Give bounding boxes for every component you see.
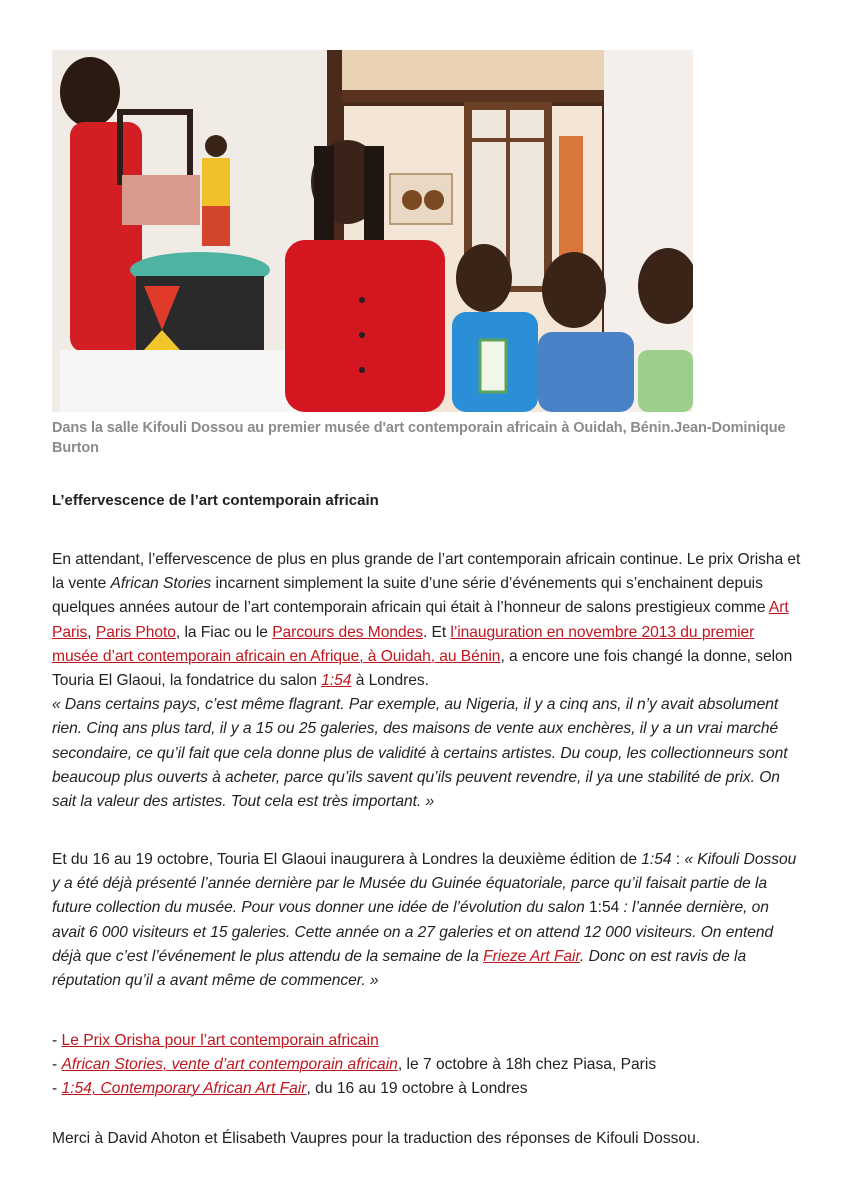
link-inauguration-musee-ouidah[interactable]: l’inauguration en novembre 2013 du premier musée d’art contemporain africain en Afrique, à Ouidah, au Bénin [52, 623, 755, 665]
acknowledgement: Merci à David Ahoton et Élisabeth Vaupres pour la traduction des réponses de Kifouli Dossou. [52, 1130, 701, 1147]
text-span: : [671, 851, 685, 868]
paragraph-1 [52, 548, 802, 814]
section-heading: L’effervescence de l’art contemporain africain [52, 492, 379, 509]
link-parcours-des-mondes[interactable]: Parcours des Mondes [272, 623, 423, 641]
link-art-paris[interactable]: Art Paris [52, 599, 789, 641]
related-links-list [52, 1029, 802, 1102]
paragraph-2 [52, 848, 802, 993]
quote-touria-el-glaoui: « Dans certains pays, c’est même flagrant. Par exemple, au Nigeria, il y a cinq ans, il n’y avait absolument rien. Cinq ans plus tard, il y a 15 ou 25 galeries, des maisons de vente aux enchères, il y a un vrai marché secondaire, ce qu’il fait que cela donne plus de validité à certains artistes. Du coup, les collectionneurs sont beaucoup plus ouverts à acheter, parce qu’ils savent qu’ils peuvent revendre, il ya une stabilité de prix. On sait la valeur des artistes. Tout cela est très important. » [52, 696, 788, 811]
photo-caption: Dans la salle Kifouli Dossou au premier musée d'art contemporain africain à Ouidah, Bénin.Jean-Dominique Burton [52, 420, 786, 456]
text-span: à Londres. [351, 672, 429, 690]
related-link-item [52, 1029, 802, 1053]
link-1-54[interactable]: 1:54 [321, 672, 352, 690]
quote-part-1: « Kifouli Dossou y a été déjà présenté l’année dernière par le Musée du Guinée équatoriale, parce qu’il faisait partie de la future collection du musée. Pour vous donner une idée de l’évolution du salon [52, 851, 797, 917]
text-span: , [87, 623, 96, 641]
related-link-item [52, 1077, 802, 1101]
link-1-54-art-fair[interactable]: 1:54, Contemporary African Art Fair [61, 1080, 307, 1098]
text-span: , a encore une fois changé la donne, selon Touria El Glaoui, la fondatrice du salon [52, 647, 793, 690]
link-suffix: , le 7 octobre à 18h chez Piasa, Paris [397, 1056, 657, 1074]
link-frieze-art-fair[interactable]: Frieze Art Fair [483, 947, 581, 965]
list-dash: - [52, 1032, 62, 1049]
quote-part-3: . Donc on est ravis de la réputation qu’il a avant même de commencer. » [52, 947, 747, 990]
text-span: , la Fiac ou le [175, 623, 273, 641]
article-photo [52, 50, 693, 412]
link-paris-photo[interactable]: Paris Photo [95, 623, 176, 641]
italic-title-african-stories: African Stories [110, 575, 212, 593]
italic-1-54: 1:54 [641, 851, 672, 868]
list-dash: - [52, 1080, 62, 1098]
link-prix-orisha[interactable]: Le Prix Orisha pour l’art contemporain africain [61, 1032, 379, 1049]
text-span: 1:54 [589, 899, 620, 917]
related-link-item [52, 1053, 802, 1077]
text-span: Et du 16 au 19 octobre, Touria El Glaoui inaugurera à Londres la deuxième édition de [52, 851, 642, 868]
museum-photo-illustration [52, 50, 693, 412]
text-span: En attendant, l’effervescence de plus en plus grande de l’art contemporain africain continue. Le prix Orisha et la vente [52, 551, 801, 593]
text-span: . Et [422, 623, 451, 641]
link-african-stories[interactable]: African Stories, vente d’art contemporain africain [61, 1056, 398, 1074]
text-span: incarnent simplement la suite d’une série d’événements qui s’enchainent depuis quelques années autour de l’art contemporain africain qui était à l’honneur de salons prestigieux comme [52, 575, 769, 617]
quote-part-2: : l’année dernière, on avait 6 000 visiteurs et 15 galeries. Cette année on a 27 galeries et on attend 12 000 visiteurs. On entend déjà que c’est l’événement le plus attendu de la semaine de la [52, 899, 774, 965]
list-dash: - [52, 1056, 62, 1074]
link-suffix: , du 16 au 19 octobre à Londres [306, 1080, 528, 1098]
